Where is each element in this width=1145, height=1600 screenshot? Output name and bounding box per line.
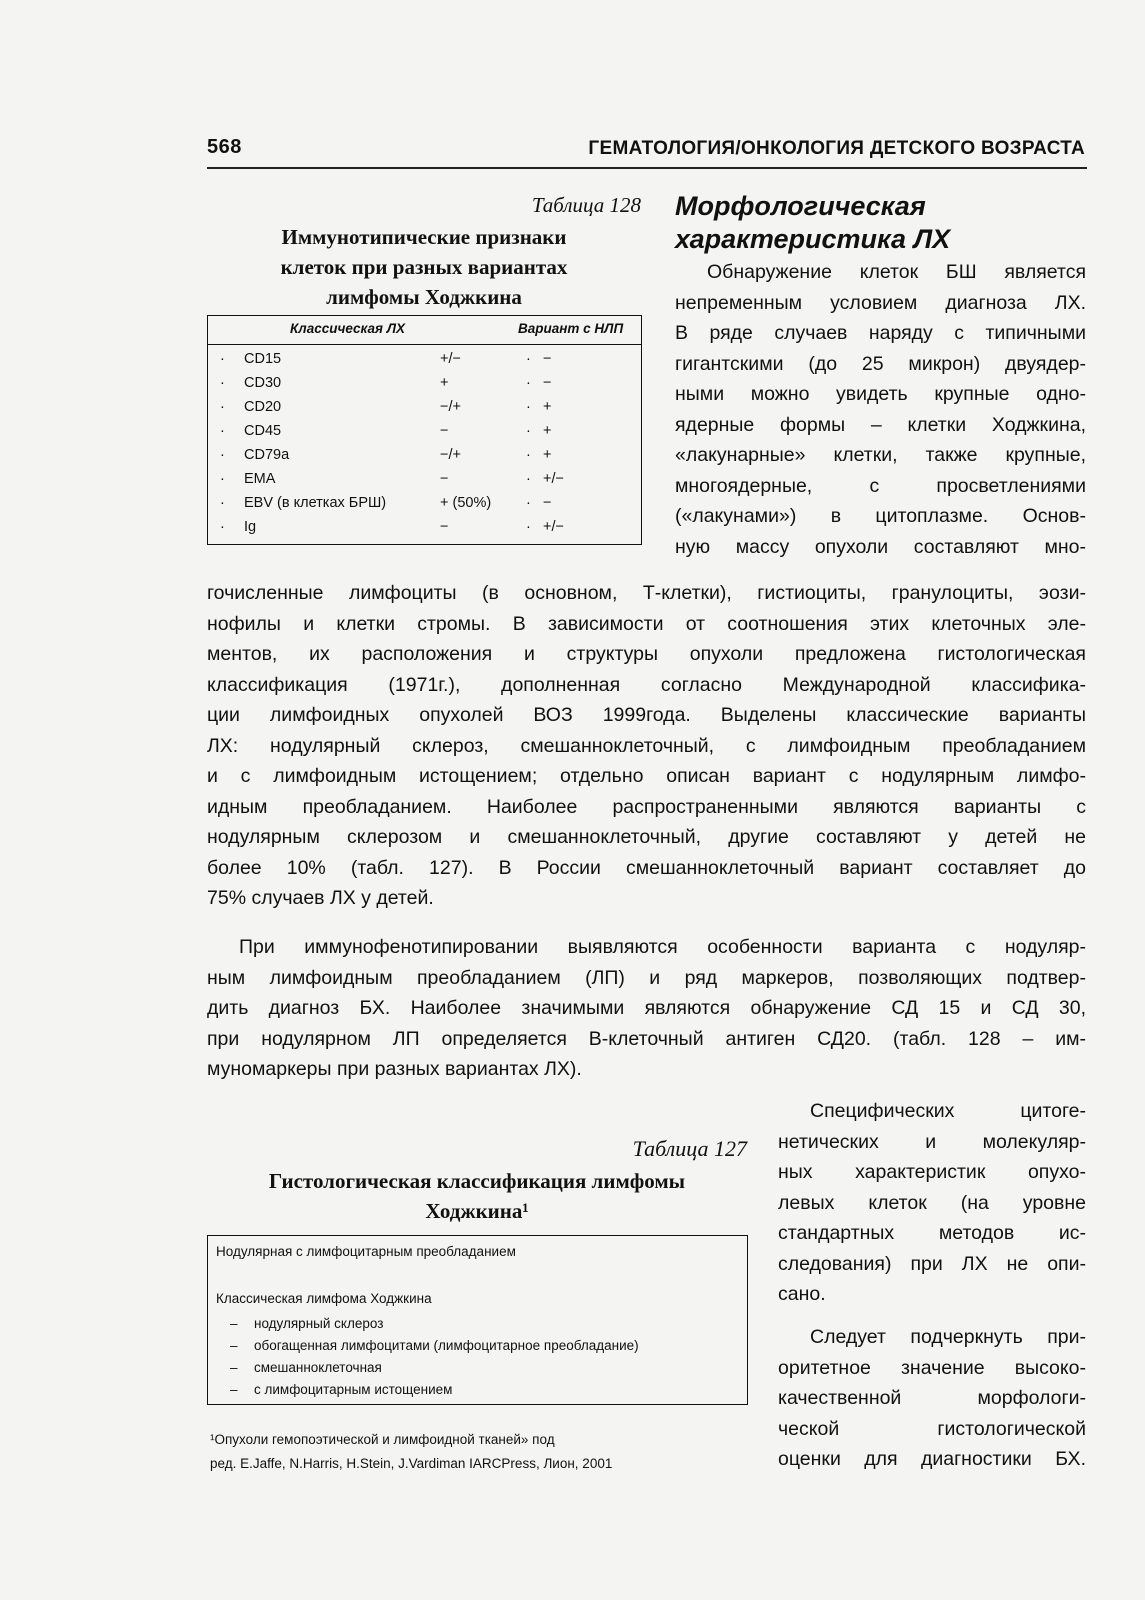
cell-variant: +: [543, 447, 552, 463]
table-128-title-line: лимфомы Ходжкина: [326, 285, 522, 309]
text-line: непременным условием диагноза ЛХ.: [675, 291, 1086, 314]
cell-dot: ·: [526, 519, 531, 535]
cell-dot: ·: [526, 351, 531, 367]
text-line: ядерные формы – клетки Ходжкина,: [675, 413, 1086, 436]
cell-classic: −: [440, 519, 449, 535]
footnote-line: ¹Опухоли гемопоэтической и лимфоидной тканей» под: [210, 1432, 555, 1447]
section-title-line: характеристика ЛХ: [675, 224, 951, 254]
page-number: 568: [207, 136, 242, 158]
text-line: Следует подчеркнуть при-: [810, 1326, 1086, 1348]
text-line: идным преобладанием. Наиболее распространенными являются варианты с: [207, 795, 1086, 818]
text-line: ную массу опухоли составляют мно-: [675, 535, 1086, 558]
text-line: стандартных методов ис-: [778, 1222, 1086, 1244]
cell-variant: +: [543, 399, 552, 415]
text-line: и с лимфоидным истощением; отдельно описан вариант с нодулярным лимфо-: [207, 765, 1086, 787]
table-128-row: [208, 444, 641, 468]
text-line: ным лимфоидным преобладанием (ЛП) и ряд маркеров, позволяющих подтвер-: [207, 966, 1086, 989]
text-line: ными можно увидеть крупные одно-: [675, 383, 1086, 405]
table-128-label: Таблица 128: [531, 193, 641, 217]
table-128-row: [208, 420, 641, 444]
cell-bullet: ·: [220, 447, 225, 463]
text-line: гигантскими (до 25 микрон) двуядер-: [675, 352, 1086, 375]
text-line: сано.: [778, 1283, 826, 1305]
cell-classic: + (50%): [440, 495, 492, 511]
paragraph-1-full: [207, 578, 1086, 914]
text-line: муномаркеры при разных вариантах ЛХ).: [207, 1058, 582, 1080]
text-line: при нодулярном ЛП определяется В-клеточный антиген СД20. (табл. 128 – им-: [207, 1027, 1086, 1050]
subtype-dash: –: [230, 1338, 238, 1353]
cell-classic: +/−: [440, 351, 461, 367]
cell-bullet: ·: [220, 471, 225, 487]
cell-classic: −/+: [440, 399, 461, 415]
text-line: «лакунарные» клетки, также крупные,: [675, 444, 1086, 466]
text-line: многоядерные, с просветлениями: [675, 474, 1086, 497]
table-128-title: [207, 222, 641, 312]
text-line: левых клеток (на уровне: [778, 1191, 1086, 1214]
cell-variant: −: [543, 495, 552, 511]
text-line: 75% случаев ЛХ у детей.: [207, 887, 434, 909]
text-line: нофилы и клетки стромы. В зависимости от соотношения этих клеточных эле-: [207, 612, 1086, 635]
cell-classic: +: [440, 375, 449, 391]
text-line: оценки для диагностики БХ.: [778, 1448, 1086, 1470]
cell-variant: +: [543, 423, 552, 439]
table-128-title-line: Иммунотипические признаки: [281, 225, 567, 249]
table-127-title-line: Ходжкина¹: [425, 1199, 529, 1223]
text-line: ментов, их расположения и структуры опухоли предложена гистологическая: [207, 643, 1086, 665]
text-line: Обнаружение клеток БШ является: [707, 261, 1086, 283]
table-127-label: Таблица 127: [632, 1136, 747, 1161]
paragraph-2: [207, 932, 1086, 1085]
col-variant-header: Вариант с НЛП: [518, 321, 624, 336]
cell-bullet: ·: [220, 423, 225, 439]
cell-marker: CD45: [244, 423, 282, 439]
subtype-dash: –: [230, 1382, 238, 1397]
col-classic-header: Классическая ЛХ: [290, 321, 406, 336]
paragraph-1-right: [675, 257, 1086, 562]
paragraph-3: [778, 1096, 1086, 1310]
text-line: Специфических цитоге-: [810, 1100, 1086, 1122]
subtype-item: обогащенная лимфоцитами (лимфоцитарное преобладание): [254, 1338, 639, 1353]
cell-marker: Ig: [244, 519, 257, 535]
cell-classic: −/+: [440, 447, 461, 463]
section-title-line: Морфологическая: [675, 191, 926, 221]
cell-bullet: ·: [220, 495, 225, 511]
footnote-line: ред. E.Jaffe, N.Harris, H.Stein, J.Vardiman IARCPress, Лион, 2001: [210, 1456, 613, 1471]
table-127-footnote: [210, 1428, 750, 1476]
text-line: ции лимфоидных опухолей ВОЗ 1999года. Выделены классические варианты: [207, 704, 1086, 726]
cell-marker: EBV (в клетках БРШ): [244, 495, 387, 511]
text-line: оритетное значение высоко-: [778, 1356, 1086, 1379]
text-line: ЛХ: нодулярный склероз, смешанноклеточный, с лимфоидным преобладанием: [207, 734, 1086, 757]
cell-dot: ·: [526, 471, 531, 487]
cell-dot: ·: [526, 495, 531, 511]
subtype-item: смешанноклеточная: [254, 1360, 382, 1375]
table-128-row: [208, 372, 641, 396]
cell-dot: ·: [526, 423, 531, 439]
table-127-title-line: Гистологическая классификация лимфомы: [268, 1169, 686, 1193]
cell-bullet: ·: [220, 351, 225, 367]
subtype-item: нодулярный склероз: [254, 1316, 384, 1331]
cell-classic: −: [440, 423, 449, 439]
table-128-row: [208, 516, 641, 540]
text-line: нетических и молекуляр-: [778, 1130, 1086, 1153]
table-128-row: [208, 492, 641, 516]
cell-marker: CD20: [244, 399, 282, 415]
table-127: [207, 1235, 748, 1405]
cell-dot: ·: [526, 375, 531, 391]
header-rule: [207, 167, 1087, 169]
table-128-row: [208, 468, 641, 492]
cell-bullet: ·: [220, 375, 225, 391]
text-line: В ряде случаев наряду с типичными: [675, 322, 1086, 344]
cell-marker: CD30: [244, 375, 282, 391]
text-line: более 10% (табл. 127). В России смешанноклеточный вариант составляет до: [207, 856, 1086, 879]
cell-variant: −: [543, 351, 552, 367]
cell-variant: −: [543, 375, 552, 391]
cell-variant: +/−: [543, 519, 564, 535]
text-line: («лакунами») в цитоплазме. Основ-: [675, 505, 1086, 527]
cell-classic: −: [440, 471, 449, 487]
table-128-title-line: клеток при разных вариантах: [280, 255, 568, 279]
cell-bullet: ·: [220, 399, 225, 415]
table-128-row: [208, 396, 641, 420]
subtype-item: с лимфоцитарным истощением: [254, 1382, 453, 1397]
text-line: ческой гистологической: [778, 1417, 1086, 1440]
text-line: качественной морфологи-: [778, 1387, 1086, 1409]
section-title: [675, 190, 950, 256]
cell-marker: CD15: [244, 351, 282, 367]
text-line: гочисленные лимфоциты (в основном, Т-клетки), гистиоциты, гранулоциты, эози-: [207, 582, 1086, 604]
subtype-dash: –: [230, 1316, 238, 1331]
subtype-dash: –: [230, 1360, 238, 1375]
text-line: классификация (1971г.), дополненная согласно Международной классифика-: [207, 673, 1086, 696]
text-line: дить диагноз БХ. Наиболее значимыми являются обнаружение СД 15 и СД 30,: [207, 997, 1086, 1019]
table-128: [207, 315, 642, 545]
cell-variant: +/−: [543, 471, 564, 487]
text-line: При иммунофенотипировании выявляются особенности варианта с нодуляр-: [239, 936, 1086, 958]
row-classic: Классическая лимфома Ходжкина: [216, 1291, 432, 1306]
paragraph-4: [778, 1322, 1086, 1475]
cell-dot: ·: [526, 399, 531, 415]
table-128-row: [208, 348, 641, 372]
table-128-header: [208, 316, 641, 345]
cell-marker: EMA: [244, 471, 276, 487]
cell-marker: CD79a: [244, 447, 290, 463]
cell-dot: ·: [526, 447, 531, 463]
cell-bullet: ·: [220, 519, 225, 535]
running-title: ГЕМАТОЛОГИЯ/ОНКОЛОГИЯ ДЕТСКОГО ВОЗРАСТА: [588, 138, 1085, 159]
table-127-title: [207, 1166, 747, 1226]
text-line: следования) при ЛХ не опи-: [778, 1252, 1086, 1275]
text-line: ных характеристик опухо-: [778, 1161, 1086, 1183]
text-line: нодулярным склерозом и смешанноклеточный, другие составляют у детей не: [207, 826, 1086, 848]
row-nodular: Нодулярная с лимфоцитарным преобладанием: [216, 1244, 516, 1259]
